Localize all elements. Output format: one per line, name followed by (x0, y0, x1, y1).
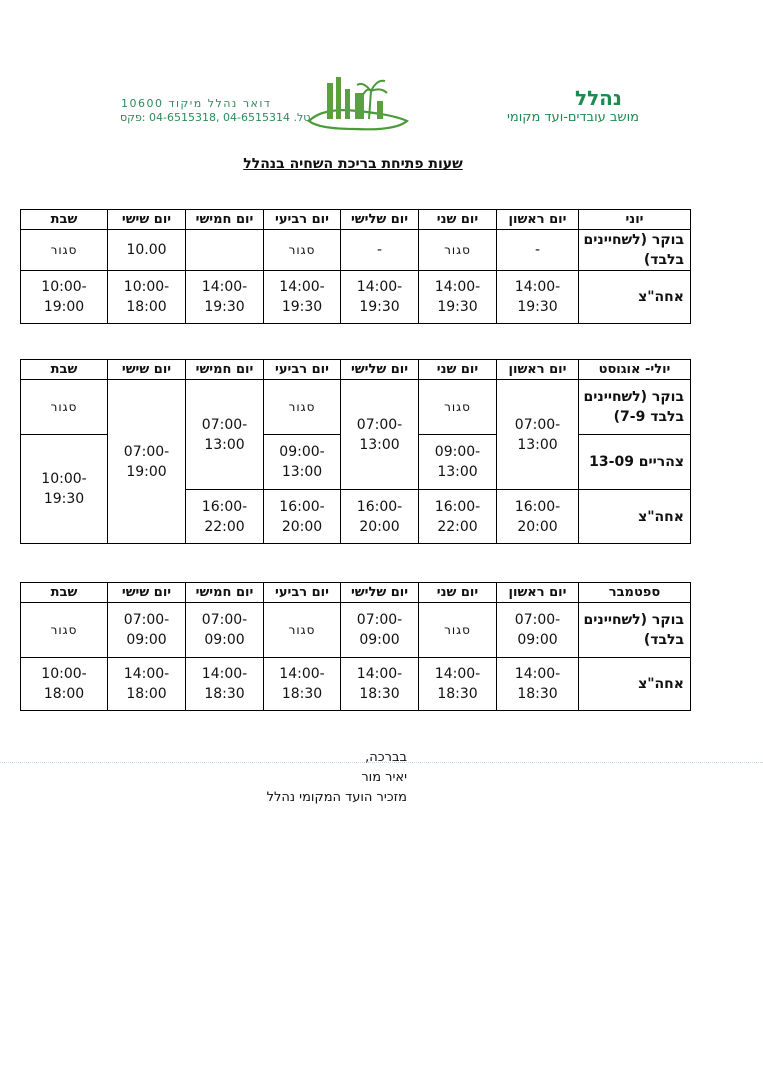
schedule-cell: 07:00-09:00 (497, 603, 579, 658)
day-header: יום שישי (108, 210, 186, 230)
september-table (20, 582, 691, 711)
brand-name: נהלל (574, 86, 622, 110)
day-header: יום שני (419, 583, 497, 603)
schedule-cell: 07:00-09:00 (108, 603, 186, 658)
page-title: שעות פתיחת בריכת השחיה בנהלל (243, 156, 463, 172)
june-table (20, 209, 691, 324)
schedule-cell: - (497, 230, 579, 271)
day-header: יום ראשון (497, 210, 579, 230)
day-header: שבת (21, 360, 108, 380)
day-header: יום שלישי (341, 583, 419, 603)
schedule-cell: - (341, 230, 419, 271)
month-header: יוני (579, 210, 691, 230)
day-header: יום שישי (108, 360, 186, 380)
day-header: יום שלישי (341, 210, 419, 230)
signature-name: יאיר מור (361, 770, 407, 785)
day-header: יום רביעי (264, 210, 341, 230)
schedule-cell: 16:00-22:00 (186, 490, 264, 544)
day-header: יום ראשון (497, 583, 579, 603)
schedule-cell: 07:00-13:00 (497, 380, 579, 490)
schedule-cell: 10.00 (108, 230, 186, 271)
schedule-cell: 14:00-18:00 (108, 658, 186, 711)
schedule-cell: 14:00-19:30 (341, 271, 419, 324)
day-header: יום חמישי (186, 360, 264, 380)
schedule-cell: 16:00-20:00 (497, 490, 579, 544)
schedule-cell: 10:00-19:00 (21, 271, 108, 324)
row-label: בוקר (לשחיינים בלבד) (579, 230, 691, 271)
schedule-cell: 14:00-19:30 (264, 271, 341, 324)
schedule-cell: 16:00-20:00 (341, 490, 419, 544)
schedule-cell: 10:00-19:30 (21, 435, 108, 544)
row-label: אחה"צ (579, 271, 691, 324)
day-header: יום חמישי (186, 583, 264, 603)
schedule-cell: 09:00-13:00 (264, 435, 341, 490)
schedule-cell: 09:00-13:00 (419, 435, 497, 490)
schedule-cell: סגור (21, 603, 108, 658)
day-header: יום חמישי (186, 210, 264, 230)
day-header: יום ראשון (497, 360, 579, 380)
schedule-cell: סגור (21, 230, 108, 271)
schedule-cell: 16:00-22:00 (419, 490, 497, 544)
schedule-cell: 10:00-18:00 (21, 658, 108, 711)
nahalal-logo-icon (303, 71, 413, 137)
row-label: אחה"צ (579, 658, 691, 711)
schedule-cell: 14:00-18:30 (419, 658, 497, 711)
row-label: בוקר (לשחיינים בלבד 7-9) (579, 380, 691, 435)
schedule-cell: 14:00-19:30 (419, 271, 497, 324)
signature-greeting: בברכה, (365, 750, 407, 765)
schedule-cell: 07:00-09:00 (186, 603, 264, 658)
address-line: דואר נהלל מיקוד 10600 (121, 97, 272, 110)
schedule-cell: סגור (419, 603, 497, 658)
schedule-cell: 07:00-19:00 (108, 380, 186, 544)
schedule-cell: 14:00-19:30 (186, 271, 264, 324)
day-header: יום שני (419, 210, 497, 230)
day-header: יום שני (419, 360, 497, 380)
signature-role: מזכיר הועד המקומי נהלל (266, 790, 407, 805)
brand-subtitle: מושב עובדים-ועד מקומי (507, 110, 639, 125)
day-header: שבת (21, 210, 108, 230)
day-header: יום שלישי (341, 360, 419, 380)
july-august-table (20, 359, 691, 544)
schedule-cell: 14:00-19:30 (497, 271, 579, 324)
schedule-cell: 14:00-18:30 (341, 658, 419, 711)
schedule-cell: סגור (419, 230, 497, 271)
day-header: יום רביעי (264, 360, 341, 380)
schedule-cell: 10:00-18:00 (108, 271, 186, 324)
schedule-cell: סגור (264, 230, 341, 271)
row-label: אחה"צ (579, 490, 691, 544)
schedule-cell: סגור (21, 380, 108, 435)
row-label: צהריים 13-09 (579, 435, 691, 490)
day-header: יום שישי (108, 583, 186, 603)
schedule-cell (186, 230, 264, 271)
month-header: ספטמבר (579, 583, 691, 603)
schedule-cell: 07:00-09:00 (341, 603, 419, 658)
day-header: שבת (21, 583, 108, 603)
row-label: בוקר (לשחיינים בלבד) (579, 603, 691, 658)
phone-line: טל. 04-6515314 ,04-6515318 :פקס (120, 111, 311, 124)
schedule-cell: 14:00-18:30 (497, 658, 579, 711)
day-header: יום רביעי (264, 583, 341, 603)
schedule-cell: 16:00-20:00 (264, 490, 341, 544)
schedule-cell: 07:00-13:00 (341, 380, 419, 490)
schedule-cell: סגור (419, 380, 497, 435)
schedule-cell: סגור (264, 603, 341, 658)
month-header: יולי- אוגוסט (579, 360, 691, 380)
schedule-cell: 14:00-18:30 (264, 658, 341, 711)
schedule-cell: 07:00-13:00 (186, 380, 264, 490)
schedule-cell: 14:00-18:30 (186, 658, 264, 711)
schedule-cell: סגור (264, 380, 341, 435)
